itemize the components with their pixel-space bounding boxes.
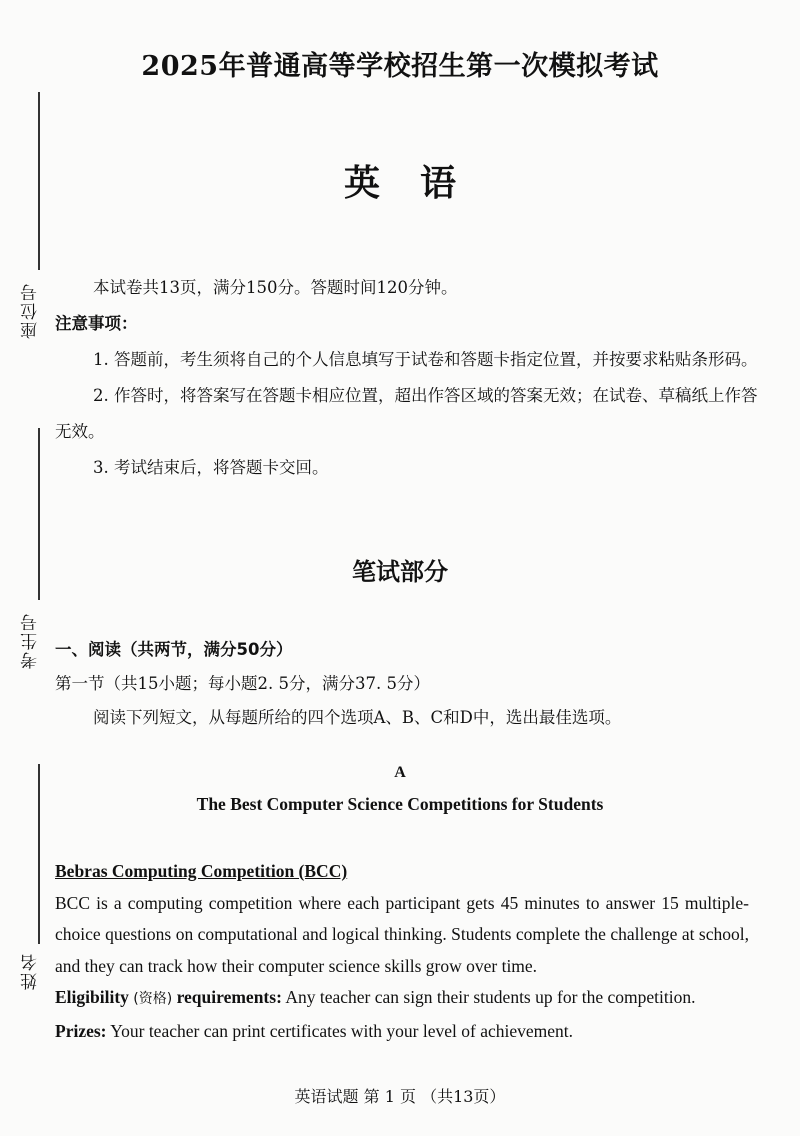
binding-line-seat — [38, 92, 40, 270]
competition-description: BCC is a computing competition where each participant gets 45 minutes to answer 15 multiple-choice questions on computational and logical thinking. Students complete the challenge at school, and they can track how their computer science skills grow over time. — [55, 892, 749, 976]
competition-name: Bebras Computing Competition (BCC) — [55, 861, 348, 881]
exam-title: 2025年普通高等学校招生第一次模拟考试 — [141, 51, 659, 82]
subject-title: 英语 — [343, 163, 496, 204]
passage-title: The Best Computer Science Competitions for Students — [196, 794, 604, 814]
eligibility-gloss: (资格) — [133, 991, 173, 1007]
exam-number-label: 考生号 — [21, 612, 41, 669]
instructions-text: 阅读下列短文，从每题所给的四个选项A、B、C和D中，选出最佳选项。 — [93, 708, 622, 727]
subsection-heading: 第一节（共15小题；每小题2. 5分，满分37. 5分） — [55, 674, 430, 693]
notice-block — [55, 270, 760, 486]
intro-text: 本试卷共13页，满分150分。答题时间120分钟。 — [93, 278, 458, 297]
eligibility-label-2: requirements: — [176, 987, 282, 1007]
prizes-label: Prizes: — [55, 1020, 107, 1041]
reading-part — [55, 633, 760, 735]
seat-number-label: 座位号 — [21, 282, 41, 339]
note-item: 2. 作答时，将答案写在答题卡相应位置，超出作答区域的答案无效；在试卷、草稿纸上作答无效。 — [55, 386, 758, 441]
prizes-line — [55, 1016, 749, 1048]
note-item: 1. 答题前，考生须将自己的个人信息填写于试卷和答题卡指定位置，并按要求粘贴条形码。 — [93, 350, 758, 369]
name-label: 姓名 — [21, 952, 41, 990]
notes-heading: 注意事项： — [55, 314, 138, 333]
prizes-text: Your teacher can print certificates with your level of achievement. — [110, 1020, 573, 1041]
eligibility-label: Eligibility — [55, 987, 129, 1007]
note-item: 3. 考试结束后，将答题卡交回。 — [93, 458, 329, 477]
page-footer: 英语试题 第 1 页 （共13页） — [294, 1087, 506, 1106]
eligibility-line — [55, 982, 749, 1016]
part-heading: 一、阅读（共两节，满分50分） — [55, 640, 293, 659]
passage-letter: A — [394, 764, 406, 781]
eligibility-text: Any teacher can sign their students up for the competition. — [285, 987, 696, 1007]
section-heading: 笔试部分 — [352, 558, 448, 586]
binding-line-name — [38, 764, 40, 944]
passage-body — [55, 856, 749, 1047]
